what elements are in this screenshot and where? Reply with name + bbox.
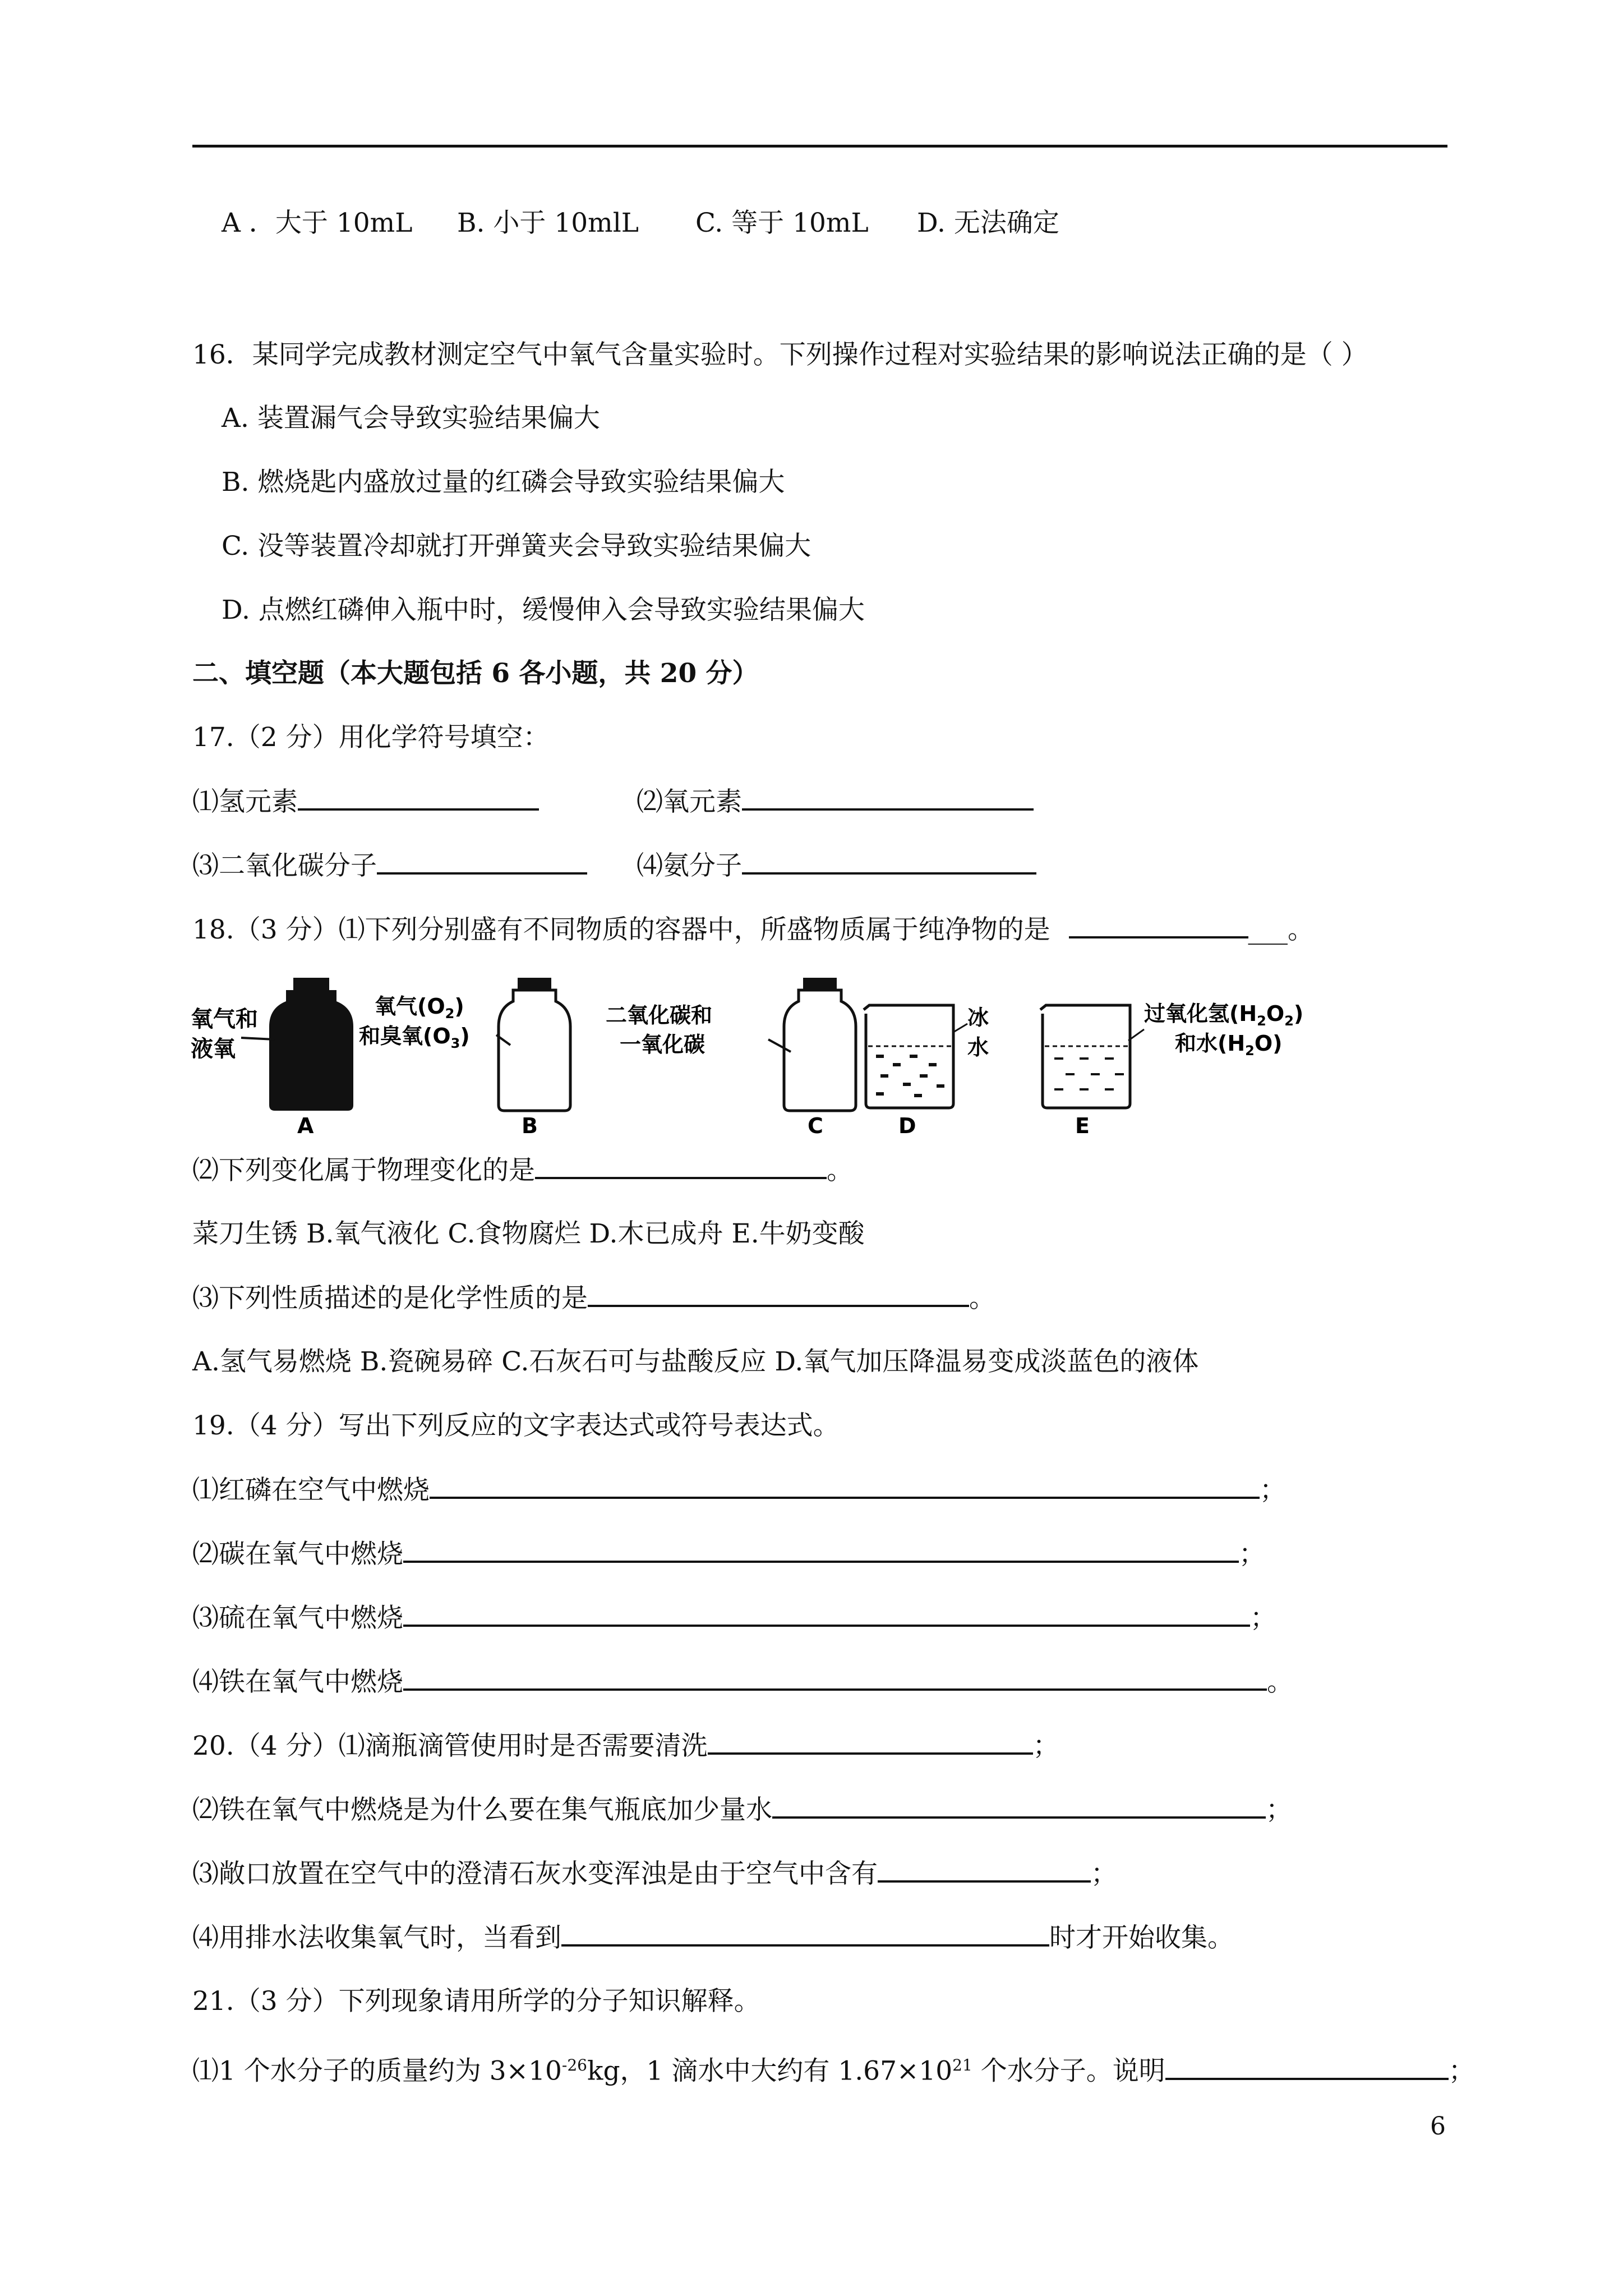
q20-part-1-label: 20.（4 分）⑴滴瓶滴管使用时是否需要清洗 (192, 1731, 708, 1761)
q19-part-3-blank[interactable] (403, 1602, 1250, 1627)
q15-option-a: A ．大于 10mL (222, 208, 413, 238)
container-b (359, 978, 570, 1138)
container-b-letter: B (522, 1114, 538, 1138)
container-d-letter: D (898, 1114, 916, 1138)
q19-part-3 (192, 1602, 1276, 1634)
container-c-letter: C (808, 1114, 823, 1138)
q17-part-4-label: ⑷氨分子 (637, 850, 742, 881)
q18-stem-text: 18.（3 分）⑴下列分别盛有不同物质的容器中，所盛物质属于纯净物的是 (192, 914, 1050, 945)
q20-part-2-end: ； (1266, 1795, 1292, 1825)
q20-part-2-blank[interactable] (772, 1794, 1266, 1819)
q17-part-2-blank[interactable] (742, 786, 1034, 811)
q20-part-1-blank[interactable] (708, 1730, 1033, 1755)
container-b-label-1: 氧气$(O_2)$ (375, 994, 464, 1022)
container-e-label-2: 和水$(H_2O)$ (1175, 1031, 1283, 1059)
q20-part-2 (192, 1794, 1292, 1826)
q19-part-2-blank[interactable] (403, 1538, 1239, 1563)
q21-part-1-exponent-1: -26 (561, 2056, 587, 2074)
q21-part-1 (192, 2050, 1475, 2087)
q20-part-3-blank[interactable] (878, 1858, 1091, 1883)
q21-part-1-text-a: ⑴1 个水分子的质量约为 3×10 (192, 2055, 562, 2087)
container-c-label-2: 一氧化碳 (620, 1032, 706, 1057)
q19-part-4-end: 。 (1267, 1667, 1293, 1697)
q16-option-b: B. 燃烧匙内盛放过量的红磷会导致实验结果偏大 (222, 467, 785, 498)
q20-part-4-blank[interactable] (561, 1922, 1049, 1947)
q17-part-2 (637, 786, 1034, 818)
q18-part-3-end: 。 (969, 1283, 995, 1314)
q20-part-3 (192, 1858, 1117, 1890)
q18-part-2-label: ⑵下列变化属于物理变化的是 (192, 1155, 535, 1186)
page-number: 6 (1430, 2112, 1446, 2141)
q21-part-1-text-b: kg，1 滴水中大约有 1.67×10 (587, 2055, 953, 2087)
container-e-label-1: 过氧化氢$(H_2O_2)$ (1144, 1001, 1304, 1029)
q16-stem: 16．某同学完成教材测定空气中氧气含量实验时。下列操作过程对实验结果的影响说法正确的是（ ） (192, 339, 1368, 370)
q20-part-4-end: 时才开始收集。 (1049, 1922, 1234, 1953)
q18-part-3-options: A.氢气易燃烧 B.瓷碗易碎 C.石灰石可与盐酸反应 D.氧气加压降温易变成淡蓝色的液体 (192, 1346, 1199, 1377)
q20-part-3-label: ⑶敞口放置在空气中的澄清石灰水变浑浊是由于空气中含有 (192, 1858, 878, 1889)
q20-part-1 (192, 1730, 1059, 1762)
q18-part-2-blank[interactable] (535, 1154, 827, 1179)
q18-stem (192, 914, 1314, 946)
q19-part-1-end: ； (1260, 1475, 1286, 1506)
q15-option-d: D. 无法确定 (917, 208, 1059, 238)
q21-stem: 21.（3 分）下列现象请用所学的分子知识解释。 (192, 1986, 760, 2017)
q18-blank-1[interactable] (1069, 914, 1248, 938)
q19-part-2-label: ⑵碳在氧气中燃烧 (192, 1539, 403, 1570)
q17-part-1-label: ⑴氢元素 (192, 786, 298, 817)
container-d-label-2: 水 (967, 1035, 989, 1060)
container-e-letter: E (1075, 1114, 1090, 1138)
q16-option-a: A. 装置漏气会导致实验结果偏大 (222, 403, 600, 434)
q20-part-4-label: ⑷用排水法收集氧气时，当看到 (192, 1922, 561, 1953)
q19-part-4-blank[interactable] (403, 1666, 1267, 1691)
q19-stem: 19.（4 分）写出下列反应的文字表达式或符号表达式。 (192, 1410, 840, 1441)
q18-part-3-label: ⑶下列性质描述的是化学性质的是 (192, 1283, 588, 1314)
q18-part-2 (192, 1154, 853, 1186)
q19-part-4-label: ⑷铁在氧气中燃烧 (192, 1667, 403, 1697)
q18-part-3 (192, 1282, 995, 1314)
q19-part-2-end: ； (1239, 1539, 1265, 1570)
q18-stem-end: ___。 (1248, 914, 1315, 945)
q20-part-4 (192, 1922, 1234, 1954)
container-c (606, 978, 856, 1138)
q21-part-1-exponent-2: 21 (952, 2056, 972, 2074)
container-a (191, 978, 353, 1138)
q19-part-1-label: ⑴红磷在空气中燃烧 (192, 1475, 430, 1506)
container-c-label-1: 二氧化碳和 (606, 1003, 713, 1028)
container-a-letter: A (297, 1114, 314, 1138)
q21-part-1-end: ； (1448, 2055, 1475, 2087)
q17-part-4-blank[interactable] (742, 850, 1036, 875)
q16-option-d: D. 点燃红磷伸入瓶中时，缓慢伸入会导致实验结果偏大 (222, 595, 865, 625)
container-d (864, 1005, 989, 1138)
header-rule (192, 145, 1447, 148)
q19-part-3-end: ； (1250, 1603, 1276, 1634)
q18-part-2-options: 菜刀生锈 B.氧气液化 C.食物腐烂 D.木已成舟 E.牛奶变酸 (192, 1218, 865, 1249)
q19-part-1-blank[interactable] (430, 1474, 1260, 1499)
q20-part-2-label: ⑵铁在氧气中燃烧是为什么要在集气瓶底加少量水 (192, 1795, 772, 1825)
q18-part-2-end: 。 (827, 1155, 853, 1186)
q17-part-3 (192, 850, 587, 882)
q20-part-1-end: ； (1032, 1731, 1059, 1761)
q18-containers-figure (191, 973, 1346, 1142)
q19-part-1 (192, 1474, 1286, 1506)
q17-part-1 (192, 786, 539, 818)
container-e (1040, 1001, 1303, 1138)
container-b-label-2: 和臭氧$(O_3)$ (359, 1024, 470, 1051)
q17-part-3-blank[interactable] (377, 850, 587, 875)
section-2-title: 二、填空题（本大题包括 6 各小题，共 20 分） (192, 658, 759, 689)
q20-part-3-end: ； (1091, 1858, 1117, 1889)
q19-part-4 (192, 1666, 1293, 1698)
container-a-label-2: 液氧 (191, 1036, 236, 1062)
q15-option-c: C. 等于 10mL (695, 208, 869, 238)
q21-part-1-text-c: 个水分子。说明 (972, 2055, 1165, 2087)
q16-option-c: C. 没等装置冷却就打开弹簧夹会导致实验结果偏大 (222, 531, 811, 562)
q17-stem: 17.（2 分）用化学符号填空： (192, 722, 550, 753)
q19-part-2 (192, 1538, 1265, 1570)
q19-part-3-label: ⑶硫在氧气中燃烧 (192, 1603, 403, 1634)
q18-part-3-blank[interactable] (588, 1282, 969, 1307)
container-a-label-1: 氧气和 (191, 1006, 258, 1032)
q17-part-4 (637, 850, 1036, 882)
q17-part-2-label: ⑵氧元素 (637, 786, 742, 817)
q15-option-b: B. 小于 10mlL (457, 208, 639, 238)
container-d-label-1: 冰 (967, 1005, 989, 1030)
q21-part-1-blank[interactable] (1165, 2055, 1449, 2080)
q17-part-1-blank[interactable] (298, 786, 539, 811)
q17-part-3-label: ⑶二氧化碳分子 (192, 850, 377, 881)
